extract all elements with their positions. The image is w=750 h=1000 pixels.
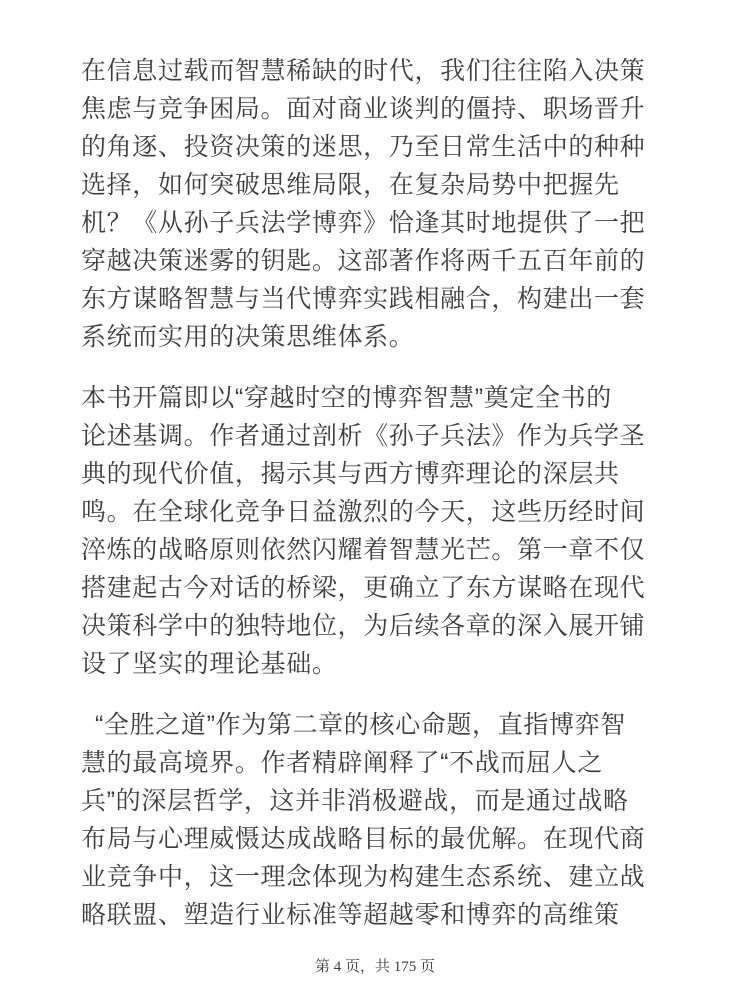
text-line: 鸣。在全球化竞争日益激烈的今天，这些历经时间: [81, 498, 646, 526]
text-line: 搭建起古今对话的桥梁，更确立了东方谋略在现代: [81, 574, 646, 602]
text-line: 决策科学中的独特地位，为后续各章的深入展开铺: [81, 612, 646, 640]
text-line: 慧的最高境界。作者精辟阐释了“不战而屈人之: [81, 749, 603, 777]
text-line: 业竞争中，这一理念体现为构建生态系统、建立战: [81, 863, 646, 891]
text-line: 典的现代价值，揭示其与西方博弈理论的深层共: [81, 460, 620, 488]
text-line: 选择，如何突破思维局限，在复杂局势中把握先: [81, 171, 620, 199]
text-line: 本书开篇即以“穿越时空的博弈智慧”奠定全书的: [81, 384, 612, 412]
page-number-footer: 第 4 页，共 175 页: [314, 959, 435, 975]
text-line: 东方谋略智慧与当代博弈实践相融合，构建出一套: [81, 285, 646, 313]
text-line: 论述基调。作者通过剖析《孙子兵法》作为兵学圣: [81, 422, 646, 450]
text-line: 的角逐、投资决策的迷思，乃至日常生活中的种种: [81, 133, 646, 161]
paragraph-1: [81, 52, 680, 356]
text-line: 淬炼的战略原则依然闪耀着智慧光芒。第一章不仅: [81, 536, 646, 564]
text-line: 设了坚实的理论基础。: [81, 650, 338, 678]
text-line: 系统而实用的决策思维体系。: [81, 323, 415, 351]
paragraph-2: [81, 379, 680, 683]
text-line: 略联盟、塑造行业标准等超越零和博弈的高维策: [81, 901, 620, 929]
text-line: 机？《从孙子兵法学博弈》恰逢其时地提供了一把: [81, 209, 646, 237]
text-line: 在信息过载而智慧稀缺的时代，我们往往陷入决策: [81, 57, 646, 85]
text-line: 焦虑与竞争困局。面对商业谈判的僵持、职场晋升: [81, 95, 646, 123]
text-line: 穿越决策迷雾的钥匙。这部著作将两千五百年前的: [81, 247, 646, 275]
text-line: 布局与心理威慑达成战略目标的最优解。在现代商: [81, 825, 646, 853]
paragraph-3: [81, 706, 680, 934]
text-line: 兵”的深层哲学，这并非消极避战，而是通过战略: [81, 787, 629, 815]
text-line: “全胜之道”作为第二章的核心命题，直指博弈智: [95, 711, 626, 739]
